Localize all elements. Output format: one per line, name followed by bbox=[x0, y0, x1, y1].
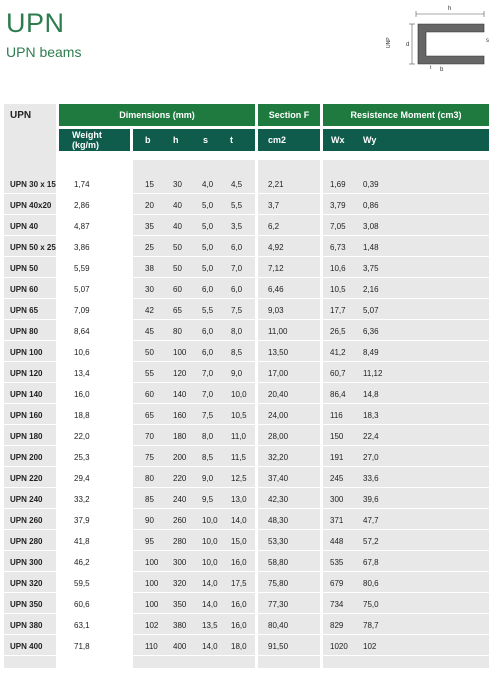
header-dimensions bbox=[59, 104, 255, 126]
cell-h: 400 bbox=[173, 642, 187, 651]
cell-section: 13,50 bbox=[268, 348, 289, 357]
cell-name: UPN 180 bbox=[10, 432, 43, 441]
cell-wx: 371 bbox=[330, 516, 344, 525]
cell-s: 10,0 bbox=[202, 516, 218, 525]
cell-h: 65 bbox=[173, 306, 182, 315]
cell-section: 28,00 bbox=[268, 432, 289, 441]
cell-s: 6,0 bbox=[202, 285, 214, 294]
cell-s: 6,0 bbox=[202, 348, 214, 357]
cell-s: 10,0 bbox=[202, 558, 218, 567]
cell-wy: 2,16 bbox=[363, 285, 379, 294]
cell-weight: 1,74 bbox=[74, 180, 90, 189]
cell-b: 110 bbox=[145, 642, 158, 651]
cell-wy: 11,12 bbox=[363, 369, 383, 378]
cell-section: 75,80 bbox=[268, 579, 289, 588]
cell-wx: 300 bbox=[330, 495, 344, 504]
table-row bbox=[4, 404, 489, 425]
header-moments bbox=[323, 129, 489, 151]
table-row bbox=[4, 341, 489, 362]
cell-b: 20 bbox=[145, 201, 154, 210]
cell-weight: 33,2 bbox=[74, 495, 90, 504]
cell-s: 7,0 bbox=[202, 390, 214, 399]
cell-wy: 0,39 bbox=[363, 180, 379, 189]
cell-weight: 37,9 bbox=[74, 516, 90, 525]
cell-wx: 10,5 bbox=[330, 285, 346, 294]
cell-s: 6,0 bbox=[202, 327, 214, 336]
cell-name: UPN 80 bbox=[10, 327, 39, 336]
cell-name: UPN 200 bbox=[10, 453, 43, 462]
cell-t: 16,0 bbox=[231, 558, 247, 567]
cell-wx: 26,5 bbox=[330, 327, 346, 336]
table-row bbox=[4, 194, 489, 215]
row-divider bbox=[4, 655, 489, 656]
label-t: t bbox=[430, 65, 432, 71]
cell-section: 2,21 bbox=[268, 180, 284, 189]
cell-h: 100 bbox=[173, 348, 187, 357]
cell-wx: 7,05 bbox=[330, 222, 346, 231]
cell-wy: 102 bbox=[363, 642, 377, 651]
cell-name: UPN 100 bbox=[10, 348, 43, 357]
table-row bbox=[4, 467, 489, 488]
cell-t: 12,5 bbox=[231, 474, 247, 483]
cell-weight: 63,1 bbox=[74, 621, 90, 630]
cell-weight: 5,59 bbox=[74, 264, 90, 273]
cell-section: 80,40 bbox=[268, 621, 289, 630]
cell-h: 40 bbox=[173, 201, 182, 210]
table-row bbox=[4, 215, 489, 236]
header-weight-label: Weight (kg/m) bbox=[72, 130, 102, 150]
cell-h: 50 bbox=[173, 243, 182, 252]
cell-section: 42,30 bbox=[268, 495, 289, 504]
table-row bbox=[4, 236, 489, 257]
cell-b: 100 bbox=[145, 558, 159, 567]
cell-h: 320 bbox=[173, 579, 187, 588]
cell-weight: 59,5 bbox=[74, 579, 90, 588]
table-row bbox=[4, 551, 489, 572]
cell-wx: 448 bbox=[330, 537, 344, 546]
cell-wx: 60,7 bbox=[330, 369, 346, 378]
cell-name: UPN 140 bbox=[10, 390, 43, 399]
cell-h: 180 bbox=[173, 432, 187, 441]
cell-b: 65 bbox=[145, 411, 154, 420]
cell-h: 280 bbox=[173, 537, 187, 546]
cell-b: 90 bbox=[145, 516, 154, 525]
header-weight bbox=[59, 129, 130, 151]
cell-s: 8,5 bbox=[202, 453, 214, 462]
cell-wx: 535 bbox=[330, 558, 344, 567]
cell-wx: 191 bbox=[330, 453, 344, 462]
cell-s: 13,5 bbox=[202, 621, 218, 630]
cell-name: UPN 240 bbox=[10, 495, 43, 504]
cell-wx: 6,73 bbox=[330, 243, 346, 252]
cell-s: 5,0 bbox=[202, 201, 214, 210]
cell-section: 20,40 bbox=[268, 390, 289, 399]
cell-wx: 10,6 bbox=[330, 264, 346, 273]
cell-h: 140 bbox=[173, 390, 187, 399]
cell-section: 17,00 bbox=[268, 369, 289, 378]
cell-wy: 5,07 bbox=[363, 306, 379, 315]
cell-s: 14,0 bbox=[202, 642, 218, 651]
cell-t: 6,0 bbox=[231, 285, 243, 294]
table-row bbox=[4, 446, 489, 467]
cell-wx: 829 bbox=[330, 621, 344, 630]
cell-s: 5,5 bbox=[202, 306, 214, 315]
cell-h: 240 bbox=[173, 495, 187, 504]
table-row bbox=[4, 320, 489, 341]
cell-b: 100 bbox=[145, 600, 159, 609]
cell-wy: 75,0 bbox=[363, 600, 379, 609]
cell-name: UPN 280 bbox=[10, 537, 43, 546]
cell-wx: 245 bbox=[330, 474, 344, 483]
cell-wy: 80,6 bbox=[363, 579, 379, 588]
cell-weight: 18,8 bbox=[74, 411, 90, 420]
cell-name: UPN 300 bbox=[10, 558, 43, 567]
cell-wy: 8,49 bbox=[363, 348, 379, 357]
cell-wy: 78,7 bbox=[363, 621, 379, 630]
header-wy: Wy bbox=[363, 135, 377, 145]
cell-b: 15 bbox=[145, 180, 154, 189]
cell-t: 6,0 bbox=[231, 243, 243, 252]
table-row bbox=[4, 593, 489, 614]
cell-section: 58,80 bbox=[268, 558, 289, 567]
cell-name: UPN 50 bbox=[10, 264, 39, 273]
upn-profile-diagram bbox=[380, 2, 490, 72]
cell-name: UPN 320 bbox=[10, 579, 43, 588]
header-section bbox=[258, 104, 320, 126]
cell-weight: 13,4 bbox=[74, 369, 90, 378]
header-dimensions-cols bbox=[133, 129, 255, 151]
cell-weight: 22,0 bbox=[74, 432, 90, 441]
cell-b: 85 bbox=[145, 495, 154, 504]
cell-s: 10,0 bbox=[202, 537, 218, 546]
cell-h: 380 bbox=[173, 621, 187, 630]
cell-b: 70 bbox=[145, 432, 154, 441]
cell-wx: 41,2 bbox=[330, 348, 346, 357]
cell-section: 24,00 bbox=[268, 411, 289, 420]
cell-t: 8,5 bbox=[231, 348, 243, 357]
cell-h: 30 bbox=[173, 180, 182, 189]
cell-b: 80 bbox=[145, 474, 154, 483]
table-row bbox=[4, 635, 489, 656]
cell-s: 14,0 bbox=[202, 579, 218, 588]
table-row bbox=[4, 383, 489, 404]
cell-weight: 3,86 bbox=[74, 243, 90, 252]
cell-wy: 27,0 bbox=[363, 453, 379, 462]
cell-section: 6,46 bbox=[268, 285, 284, 294]
cell-name: UPN 220 bbox=[10, 474, 43, 483]
cell-t: 5,5 bbox=[231, 201, 243, 210]
cell-name: UPN 380 bbox=[10, 621, 43, 630]
cell-s: 4,0 bbox=[202, 180, 214, 189]
cell-section: 7,12 bbox=[268, 264, 284, 273]
header-dimensions-label: Dimensions (mm) bbox=[119, 110, 195, 120]
cell-t: 13,0 bbox=[231, 495, 247, 504]
header-t: t bbox=[230, 135, 233, 145]
cell-weight: 8,64 bbox=[74, 327, 90, 336]
header-wx: Wx bbox=[331, 135, 345, 145]
cell-wx: 17,7 bbox=[330, 306, 346, 315]
cell-weight: 41,8 bbox=[74, 537, 90, 546]
cell-s: 5,0 bbox=[202, 264, 214, 273]
cell-weight: 2,86 bbox=[74, 201, 90, 210]
cell-name: UPN 40 bbox=[10, 222, 39, 231]
header-resistance bbox=[323, 104, 489, 126]
cell-s: 7,5 bbox=[202, 411, 214, 420]
cell-wy: 67,8 bbox=[363, 558, 379, 567]
cell-b: 75 bbox=[145, 453, 154, 462]
cell-name: UPN 350 bbox=[10, 600, 43, 609]
cell-b: 50 bbox=[145, 348, 154, 357]
table-row bbox=[4, 488, 489, 509]
cell-weight: 71,8 bbox=[74, 642, 90, 651]
cell-t: 8,0 bbox=[231, 327, 243, 336]
label-side: UNP bbox=[386, 37, 392, 48]
cell-name: UPN 50 x 25 bbox=[10, 243, 56, 252]
cell-name: UPN 60 bbox=[10, 285, 39, 294]
cell-s: 9,0 bbox=[202, 474, 214, 483]
cell-wy: 22,4 bbox=[363, 432, 379, 441]
cell-section: 9,03 bbox=[268, 306, 284, 315]
cell-wx: 1020 bbox=[330, 642, 348, 651]
cell-section: 3,7 bbox=[268, 201, 280, 210]
cell-h: 80 bbox=[173, 327, 182, 336]
cell-h: 50 bbox=[173, 264, 182, 273]
cell-wy: 57,2 bbox=[363, 537, 379, 546]
cell-weight: 7,09 bbox=[74, 306, 90, 315]
table-row bbox=[4, 362, 489, 383]
cell-b: 95 bbox=[145, 537, 154, 546]
cell-s: 14,0 bbox=[202, 600, 218, 609]
cell-t: 9,0 bbox=[231, 369, 243, 378]
table-row bbox=[4, 509, 489, 530]
cell-t: 16,0 bbox=[231, 621, 247, 630]
cell-section: 11,00 bbox=[268, 327, 288, 336]
cell-h: 200 bbox=[173, 453, 187, 462]
cell-section: 37,40 bbox=[268, 474, 289, 483]
cell-s: 9,5 bbox=[202, 495, 214, 504]
cell-b: 38 bbox=[145, 264, 154, 273]
cell-h: 260 bbox=[173, 516, 187, 525]
cell-wy: 0,86 bbox=[363, 201, 379, 210]
header-h: h bbox=[173, 135, 179, 145]
cell-s: 8,0 bbox=[202, 432, 214, 441]
cell-wx: 734 bbox=[330, 600, 344, 609]
cell-b: 42 bbox=[145, 306, 154, 315]
cell-s: 7,0 bbox=[202, 369, 214, 378]
cell-wy: 33,6 bbox=[363, 474, 379, 483]
table-row bbox=[4, 572, 489, 593]
cell-t: 4,5 bbox=[231, 180, 243, 189]
cell-b: 102 bbox=[145, 621, 159, 630]
cell-wx: 116 bbox=[330, 411, 343, 420]
cell-b: 35 bbox=[145, 222, 154, 231]
cell-weight: 5,07 bbox=[74, 285, 90, 294]
header-b: b bbox=[145, 135, 151, 145]
table-row bbox=[4, 299, 489, 320]
cell-h: 300 bbox=[173, 558, 187, 567]
cell-weight: 60,6 bbox=[74, 600, 90, 609]
cell-section: 6,2 bbox=[268, 222, 280, 231]
cell-wx: 86,4 bbox=[330, 390, 346, 399]
cell-wy: 14,8 bbox=[363, 390, 379, 399]
cell-name: UPN 160 bbox=[10, 411, 43, 420]
cell-wy: 39,6 bbox=[363, 495, 379, 504]
cell-name: UPN 65 bbox=[10, 306, 39, 315]
table-row bbox=[4, 257, 489, 278]
cell-name: UPN 30 x 15 bbox=[10, 180, 56, 189]
cell-section: 77,30 bbox=[268, 600, 289, 609]
label-s: s bbox=[486, 38, 489, 44]
header-cm2 bbox=[258, 129, 320, 151]
cell-wy: 47,7 bbox=[363, 516, 379, 525]
table-row bbox=[4, 614, 489, 635]
cell-h: 160 bbox=[173, 411, 187, 420]
cell-t: 16,0 bbox=[231, 600, 247, 609]
cell-t: 7,0 bbox=[231, 264, 243, 273]
cell-weight: 10,6 bbox=[74, 348, 90, 357]
cell-t: 15,0 bbox=[231, 537, 247, 546]
cell-t: 7,5 bbox=[231, 306, 243, 315]
cell-name: UPN 40x20 bbox=[10, 201, 52, 210]
cell-wx: 3,79 bbox=[330, 201, 346, 210]
cell-weight: 29,4 bbox=[74, 474, 90, 483]
header-resistance-label: Resistence Moment (cm3) bbox=[350, 110, 462, 120]
cell-b: 45 bbox=[145, 327, 154, 336]
cell-section: 32,20 bbox=[268, 453, 289, 462]
cell-t: 14,0 bbox=[231, 516, 247, 525]
label-d: d bbox=[406, 42, 410, 48]
cell-b: 55 bbox=[145, 369, 154, 378]
cell-h: 60 bbox=[173, 285, 182, 294]
cell-wy: 6,36 bbox=[363, 327, 379, 336]
page-subtitle: UPN beams bbox=[6, 44, 82, 60]
header-section-label: Section F bbox=[268, 110, 310, 120]
cell-t: 17,5 bbox=[231, 579, 247, 588]
cell-t: 10,5 bbox=[231, 411, 247, 420]
cell-s: 5,0 bbox=[202, 222, 214, 231]
cell-wy: 18,3 bbox=[363, 411, 379, 420]
cell-h: 350 bbox=[173, 600, 187, 609]
label-h: h bbox=[448, 6, 452, 12]
cell-name: UPN 400 bbox=[10, 642, 43, 651]
cell-b: 100 bbox=[145, 579, 159, 588]
cell-h: 40 bbox=[173, 222, 182, 231]
cell-b: 25 bbox=[145, 243, 154, 252]
table-row bbox=[4, 278, 489, 299]
page-title: UPN bbox=[6, 8, 65, 38]
cell-section: 91,50 bbox=[268, 642, 289, 651]
cell-h: 120 bbox=[173, 369, 187, 378]
cell-t: 10,0 bbox=[231, 390, 247, 399]
table-corner-label: UPN bbox=[4, 104, 56, 152]
header-cm2-label: cm2 bbox=[268, 135, 287, 145]
cell-b: 60 bbox=[145, 390, 154, 399]
cell-name: UPN 120 bbox=[10, 369, 43, 378]
cell-wy: 3,75 bbox=[363, 264, 379, 273]
cell-s: 5,0 bbox=[202, 243, 214, 252]
cell-name: UPN 260 bbox=[10, 516, 43, 525]
channel-shape bbox=[418, 24, 484, 64]
table-row bbox=[4, 425, 489, 446]
cell-section: 53,30 bbox=[268, 537, 289, 546]
cell-weight: 46,2 bbox=[74, 558, 90, 567]
cell-section: 48,30 bbox=[268, 516, 289, 525]
cell-weight: 16,0 bbox=[74, 390, 90, 399]
cell-wx: 150 bbox=[330, 432, 344, 441]
table-row bbox=[4, 530, 489, 551]
cell-weight: 4,87 bbox=[74, 222, 90, 231]
cell-b: 30 bbox=[145, 285, 154, 294]
cell-t: 3,5 bbox=[231, 222, 243, 231]
cell-t: 11,5 bbox=[231, 453, 246, 462]
cell-wx: 1,69 bbox=[330, 180, 346, 189]
label-b: b bbox=[440, 67, 444, 72]
cell-t: 11,0 bbox=[231, 432, 246, 441]
cell-wx: 679 bbox=[330, 579, 344, 588]
cell-section: 4,92 bbox=[268, 243, 284, 252]
cell-t: 18,0 bbox=[231, 642, 247, 651]
header-s: s bbox=[203, 135, 209, 145]
cell-h: 220 bbox=[173, 474, 187, 483]
cell-wy: 1,48 bbox=[363, 243, 379, 252]
cell-wy: 3,08 bbox=[363, 222, 379, 231]
cell-weight: 25,3 bbox=[74, 453, 90, 462]
table-row bbox=[4, 173, 489, 194]
